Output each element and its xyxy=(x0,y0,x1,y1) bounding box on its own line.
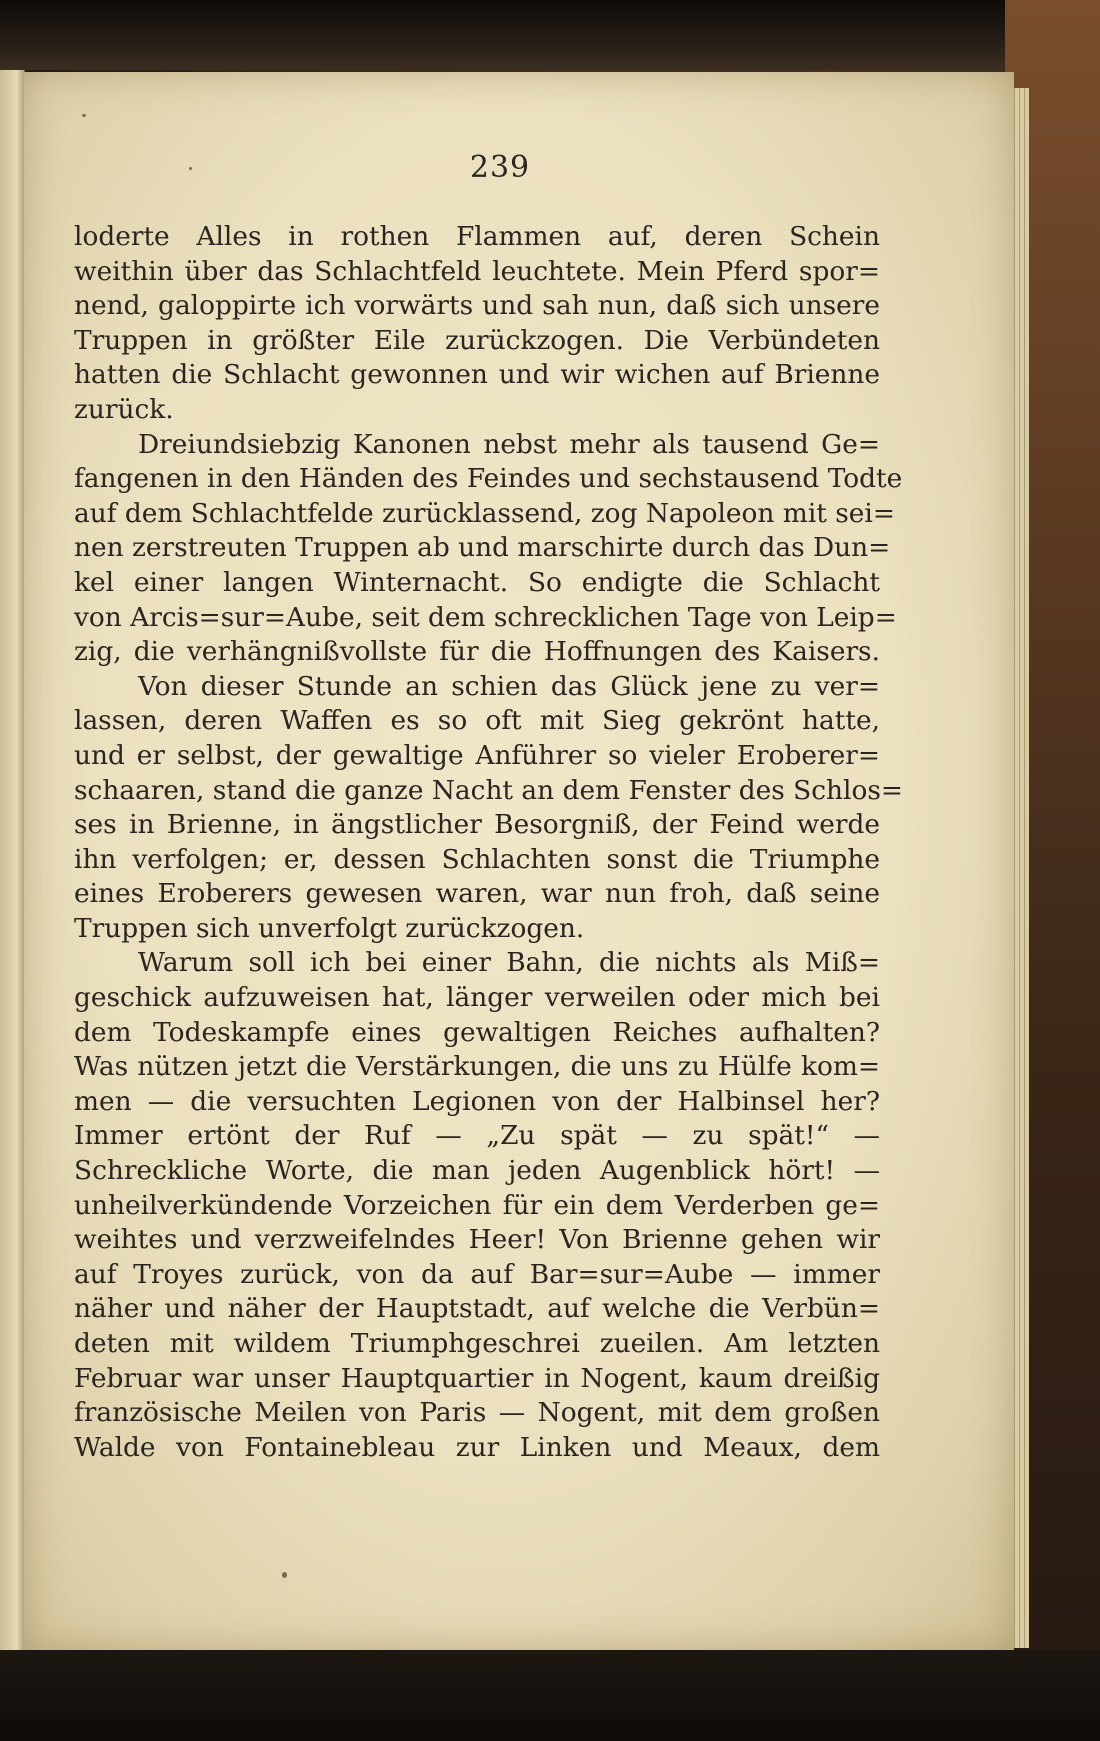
text-line: Von dieser Stunde an schien das Glück jene zu ver= xyxy=(138,670,880,702)
text-line: nen zerstreuten Truppen ab und marschirte durch das Dun= xyxy=(74,532,891,564)
text-line: weithin über das Schlachtfeld leuchtete. Mein Pferd spor= xyxy=(74,255,880,287)
text-line: dem Todeskampfe eines gewaltigen Reiches aufhalten? xyxy=(74,1016,880,1048)
cover-top-edge xyxy=(0,0,1100,70)
paper-speck xyxy=(282,1572,287,1578)
text-line: schaaren, stand die ganze Nacht an dem Fenster des Schlos= xyxy=(74,774,904,806)
text-line: Truppen sich unverfolgt zurückzogen. xyxy=(74,912,585,944)
page-edge xyxy=(1024,88,1029,1648)
paper-speck xyxy=(82,114,86,117)
text-line: men — die versuchten Legionen von der Halbinsel her? xyxy=(74,1085,880,1117)
text-line: ihn verfolgen; er, dessen Schlachten sonst die Triumphe xyxy=(74,843,880,875)
text-line: ses in Brienne, in ängstlicher Besorgniß, der Feind werde xyxy=(74,809,880,841)
page-number: 239 xyxy=(469,150,531,185)
text-line: fangenen in den Händen des Feindes und sechstausend Todte xyxy=(74,463,903,495)
text-line: zurück. xyxy=(74,393,174,425)
previous-page-edge xyxy=(0,70,25,1650)
text-line: Immer ertönt der Ruf — „Zu spät — zu spät!“ — xyxy=(74,1120,880,1152)
text-line: Februar war unser Hauptquartier in Nogent, kaum dreißig xyxy=(74,1362,880,1394)
text-line: Was nützen jetzt die Verstärkungen, die uns zu Hülfe kom= xyxy=(74,1051,880,1083)
text-line: zig, die verhängnißvollste für die Hoffnungen des Kaisers. xyxy=(74,636,880,668)
text-line: Schreckliche Worte, die man jeden Augenblick hört! — xyxy=(74,1155,880,1187)
text-line: unheilverkündende Vorzeichen für ein dem Verderben ge= xyxy=(74,1189,880,1221)
text-line: von Arcis=sur=Aube, seit dem schrecklichen Tage von Leip= xyxy=(74,601,897,633)
scan-bottom-background xyxy=(0,1650,1100,1741)
text-line: nend, galoppirte ich vorwärts und sah nun, daß sich unsere xyxy=(74,290,880,322)
text-line: näher und näher der Hauptstadt, auf welche die Verbün= xyxy=(74,1293,880,1325)
text-line: eines Eroberers gewesen waren, war nun froh, daß seine xyxy=(74,878,880,910)
text-line: hatten die Schlacht gewonnen und wir wichen auf Brienne xyxy=(74,359,880,391)
text-line: auf dem Schlachtfelde zurücklassend, zog Napoleon mit sei= xyxy=(74,497,895,529)
text-line: kel einer langen Winternacht. So endigte die Schlacht xyxy=(74,566,880,598)
page-body-text xyxy=(74,220,904,1465)
text-line: Truppen in größter Eile zurückzogen. Die Verbündeten xyxy=(74,324,880,356)
text-line: deten mit wildem Triumphgeschrei zueilen. Am letzten xyxy=(74,1328,880,1359)
text-line: weihtes und verzweifelndes Heer! Von Brienne gehen wir xyxy=(74,1224,880,1256)
text-line: französische Meilen von Paris — Nogent, mit dem großen xyxy=(74,1397,880,1429)
text-line: Walde von Fontainebleau zur Linken und Meaux, dem xyxy=(74,1431,880,1463)
text-line: loderte Alles in rothen Flammen auf, deren Schein xyxy=(74,221,880,252)
text-line: Warum soll ich bei einer Bahn, die nichts als Miß= xyxy=(138,947,880,979)
text-line: lassen, deren Waffen es so oft mit Sieg gekrönt hatte, xyxy=(74,705,880,737)
text-line: und er selbst, der gewaltige Anführer so vieler Eroberer= xyxy=(74,739,880,771)
text-line: geschick aufzuweisen hat, länger verweilen oder mich bei xyxy=(74,982,880,1014)
text-line: Dreiundsiebzig Kanonen nebst mehr als tausend Ge= xyxy=(138,428,880,460)
text-line: auf Troyes zurück, von da auf Bar=sur=Aube — immer xyxy=(74,1258,880,1290)
